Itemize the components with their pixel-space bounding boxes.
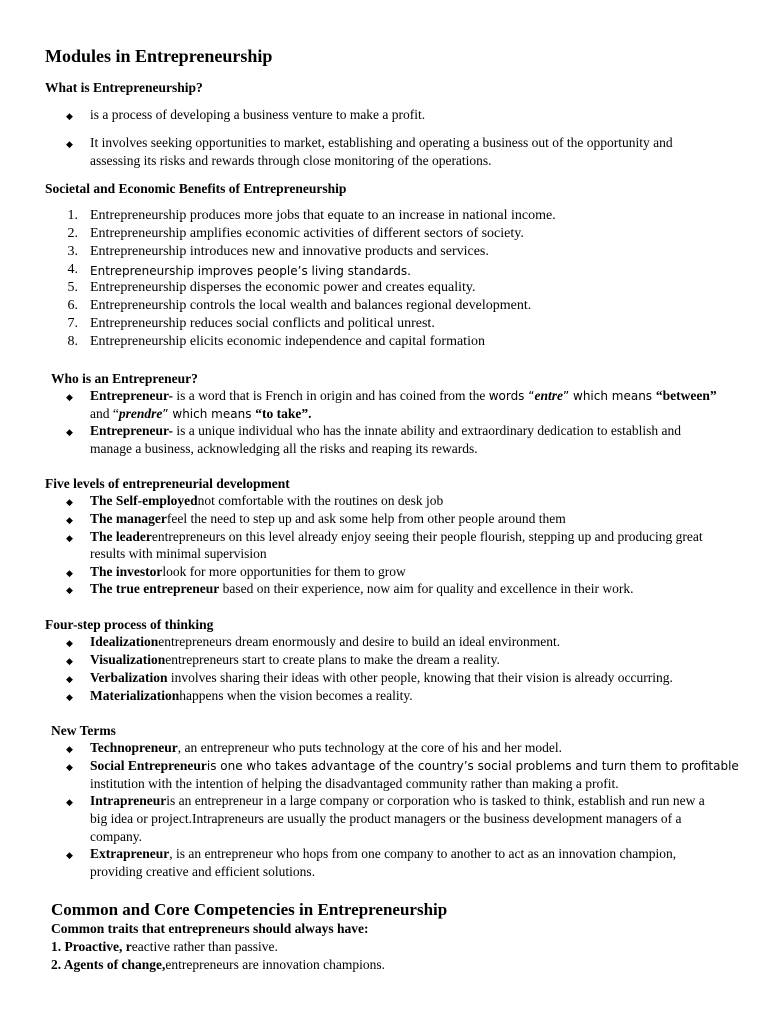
- text: words “: [488, 389, 535, 403]
- term: Entrepreneur-: [90, 423, 173, 438]
- text: eactive rather than passive.: [131, 939, 278, 954]
- what-is-bullet-2-cont: assessing its risks and rewards through close monitoring of the operations.: [90, 153, 492, 168]
- text: is one who takes advantage of the country’s social problems and turn them to profitable: [206, 759, 739, 773]
- list-item: Entrepreneurship elicits economic independence and capital formation: [90, 334, 485, 349]
- text: ” which means: [162, 407, 256, 421]
- list-number: 5.: [67, 280, 78, 295]
- term: Visualization: [90, 652, 166, 667]
- term-extrapreneur-cont: providing creative and efficient solutions.: [90, 864, 316, 879]
- term: Intrapreneur: [90, 793, 167, 808]
- level-item: [90, 528, 703, 546]
- term: Idealization: [90, 634, 159, 649]
- term: Materialization: [90, 688, 180, 703]
- term: The leader: [90, 529, 152, 544]
- list-item: Entrepreneurship produces more jobs that equate to an increase in national income.: [90, 208, 556, 223]
- term: Entrepreneur-: [90, 388, 173, 403]
- text: not comfortable with the routines on desk job: [197, 493, 444, 508]
- term: The investor: [90, 564, 163, 579]
- term: Technopreneur: [90, 740, 178, 755]
- term: 1. Proactive, r: [51, 939, 132, 954]
- term: entre: [534, 388, 563, 403]
- term-social-cont: institution with the intention of helping the disadvantaged community rather than making a profit.: [90, 776, 619, 791]
- term-intrapreneur-cont: big idea or project.Intrapreneurs are usually the product managers or the business development managers of a: [90, 811, 682, 826]
- bullet-icon: ◆: [66, 568, 73, 578]
- term: prendre: [118, 406, 163, 421]
- thinking-item: [90, 633, 560, 651]
- competency-item: [51, 938, 278, 956]
- bullet-icon: ◆: [66, 111, 73, 121]
- text: look for more opportunities for them to grow: [162, 564, 406, 579]
- text: is a word that is French in origin and has coined from the: [173, 388, 489, 403]
- benefits-heading: Societal and Economic Benefits of Entrepreneurship: [45, 181, 347, 196]
- text: entrepreneurs on this level already enjoy seeing their people flourish, stepping up and producing great: [151, 529, 703, 544]
- term-technopreneur: [90, 739, 562, 757]
- bullet-icon: ◆: [66, 392, 73, 402]
- list-number: 2.: [67, 226, 78, 241]
- thinking-heading: Four-step process of thinking: [45, 617, 214, 632]
- list-number: 3.: [67, 244, 78, 259]
- term: Extrapreneur: [90, 846, 170, 861]
- term-intrapreneur-cont: company.: [90, 829, 142, 844]
- who-bullet-1: [90, 387, 717, 405]
- term: Verbalization: [90, 670, 168, 685]
- text: , is an entrepreneur who hops from one company to another to act as an innovation champion,: [169, 846, 677, 861]
- text: involves sharing their ideas with other people, knowing that their vision is already occurring.: [167, 670, 673, 685]
- page-title: Modules in Entrepreneurship: [45, 46, 273, 66]
- who-bullet-1-cont: [90, 405, 312, 423]
- bullet-icon: ◆: [66, 797, 73, 807]
- list-item: Entrepreneurship controls the local wealth and balances regional development.: [90, 298, 532, 313]
- text: ” which means: [562, 389, 656, 403]
- level-item: [90, 492, 443, 510]
- bullet-icon: ◆: [66, 674, 73, 684]
- text: feel the need to step up and ask some help from other people around them: [166, 511, 566, 526]
- term-extrapreneur: [90, 845, 676, 863]
- list-item: Entrepreneurship reduces social conflicts and political unrest.: [90, 316, 435, 331]
- text: based on their experience, now aim for quality and excellence in their work.: [219, 581, 634, 596]
- what-is-heading: What is Entrepreneurship?: [45, 80, 203, 95]
- level-item: [90, 510, 566, 528]
- bullet-icon: ◆: [66, 497, 73, 507]
- term: The true entrepreneur: [90, 581, 220, 596]
- bullet-icon: ◆: [66, 762, 73, 772]
- list-item: Entrepreneurship introduces new and innovative products and services.: [90, 244, 489, 259]
- term: The manager: [90, 511, 167, 526]
- bullet-icon: ◆: [66, 744, 73, 754]
- list-number: 1.: [67, 208, 78, 223]
- list-item: Entrepreneurship improves people’s living standards.: [90, 264, 411, 278]
- thinking-item: [90, 687, 413, 705]
- list-number: 4.: [67, 262, 78, 277]
- bullet-icon: ◆: [66, 533, 73, 543]
- list-item: Entrepreneurship disperses the economic power and creates equality.: [90, 280, 476, 295]
- competencies-heading: Common and Core Competencies in Entrepreneurship: [51, 900, 448, 919]
- text: is an entrepreneur in a large company or corporation who is tasked to think, establish and run new a: [166, 793, 705, 808]
- text: is a unique individual who has the innate ability and extraordinary dedication to establish and: [173, 423, 681, 438]
- who-bullet-2: [90, 422, 681, 440]
- bullet-icon: ◆: [66, 656, 73, 666]
- text: happens when the vision becomes a reality.: [179, 688, 413, 703]
- bullet-icon: ◆: [66, 585, 73, 595]
- term: “to take”.: [255, 406, 312, 421]
- list-number: 7.: [67, 316, 78, 331]
- who-bullet-2-cont: manage a business, acknowledging all the risks and reaping its rewards.: [90, 441, 478, 456]
- text: and “: [90, 406, 119, 421]
- thinking-item: [90, 669, 673, 687]
- who-heading: Who is an Entrepreneur?: [51, 371, 198, 386]
- what-is-bullet-2: It involves seeking opportunities to market, establishing and operating a business out of the opportunity and: [90, 135, 673, 150]
- levels-heading: Five levels of entrepreneurial development: [45, 476, 290, 491]
- list-number: 6.: [67, 298, 78, 313]
- thinking-item: [90, 651, 500, 669]
- text: entrepreneurs are innovation champions.: [165, 957, 386, 972]
- list-number: 8.: [67, 334, 78, 349]
- competencies-subheading: Common traits that entrepreneurs should always have:: [51, 921, 369, 936]
- what-is-bullet-1: is a process of developing a business venture to make a profit.: [90, 107, 426, 122]
- level-item: [90, 580, 633, 598]
- term-intrapreneur: [90, 792, 705, 810]
- bullet-icon: ◆: [66, 638, 73, 648]
- text: entrepreneurs start to create plans to make the dream a reality.: [165, 652, 500, 667]
- term: “between”: [655, 388, 717, 403]
- terms-heading: New Terms: [51, 723, 116, 738]
- level-item-cont: results with minimal supervision: [90, 546, 267, 561]
- term: 2. Agents of change,: [51, 957, 166, 972]
- term: The Self-employed: [90, 493, 198, 508]
- text: , an entrepreneur who puts technology at the core of his and her model.: [177, 740, 563, 755]
- bullet-icon: ◆: [66, 850, 73, 860]
- level-item: [90, 563, 406, 581]
- bullet-icon: ◆: [66, 515, 73, 525]
- bullet-icon: ◆: [66, 692, 73, 702]
- list-item: Entrepreneurship amplifies economic activities of different sectors of society.: [90, 226, 524, 241]
- term: Social Entrepreneur: [90, 758, 207, 773]
- term-social-entrepreneur: [90, 757, 739, 775]
- text: entrepreneurs dream enormously and desire to build an ideal environment.: [158, 634, 561, 649]
- bullet-icon: ◆: [66, 427, 73, 437]
- bullet-icon: ◆: [66, 139, 73, 149]
- competency-item: [51, 956, 385, 974]
